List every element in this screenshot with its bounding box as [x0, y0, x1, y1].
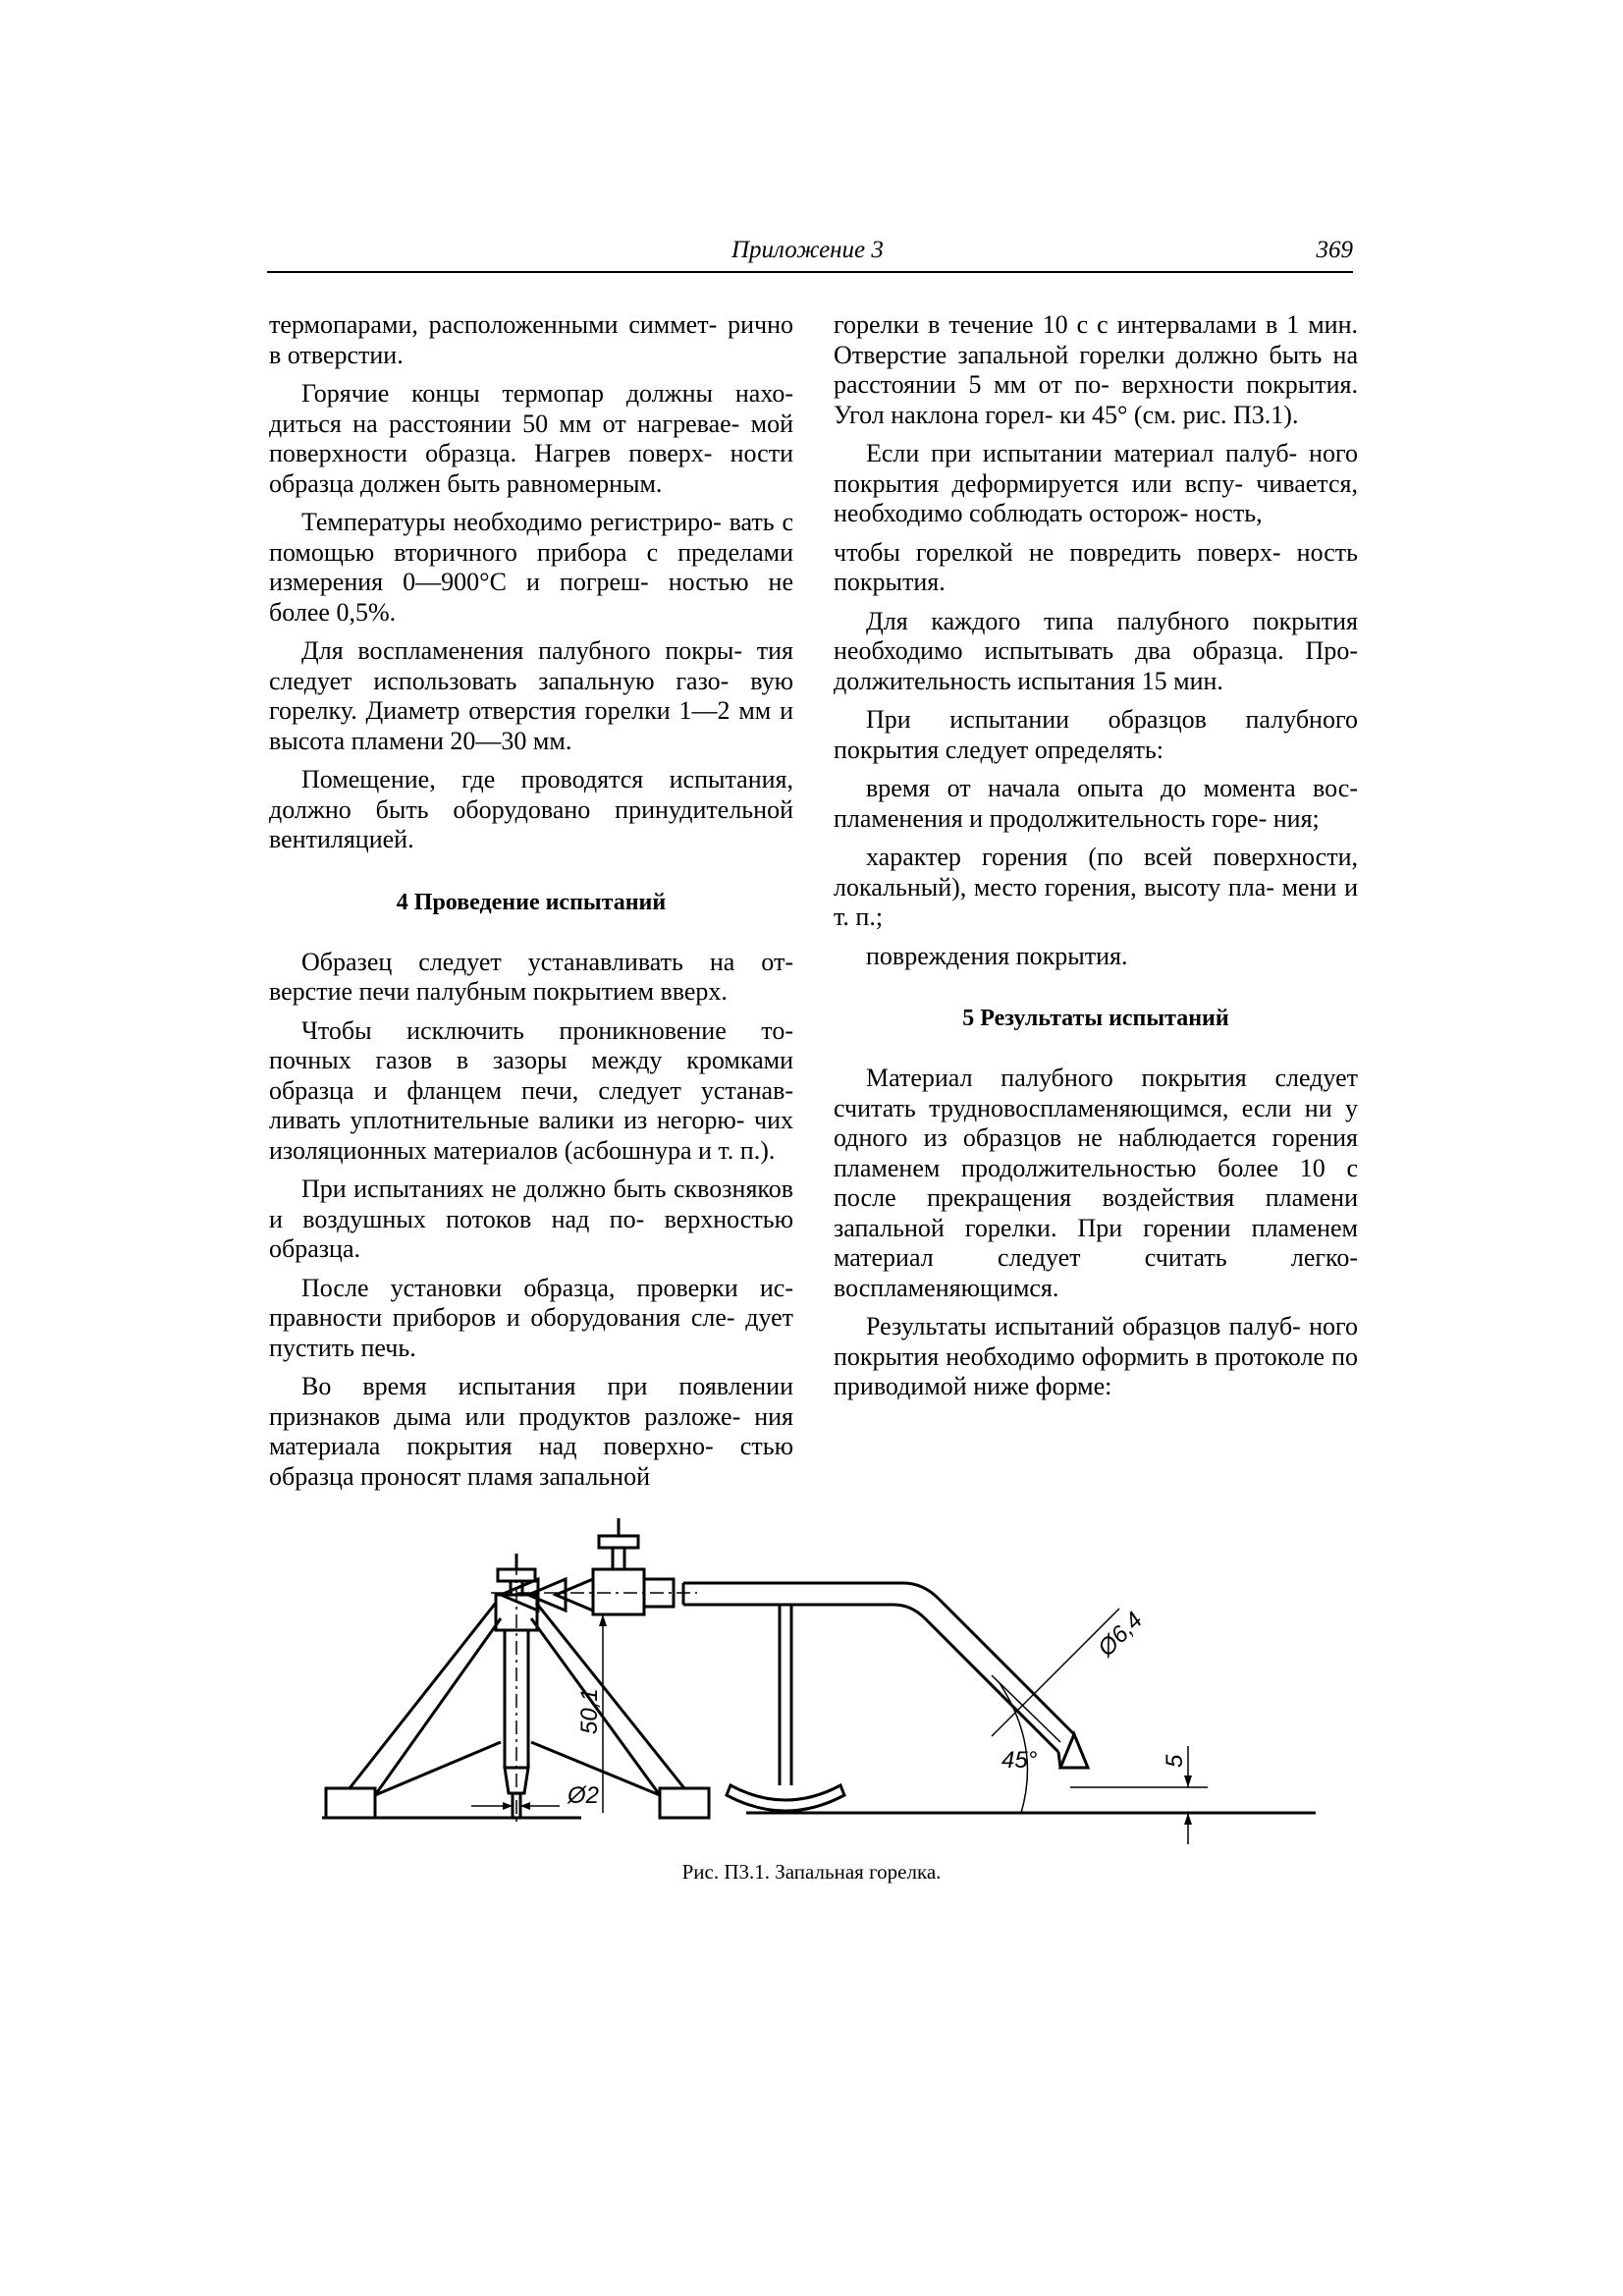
label-distance-5: 5	[1162, 1754, 1188, 1768]
burner-figure	[314, 1510, 1355, 1864]
support-foot	[727, 1785, 844, 1811]
paragraph: Чтобы исключить проникновение то- почных газов в зазоры между кромками образца и фланцем печи, следует устанав- ливать уплотнительные валики из негорю- чих изоляционных материалов (асбошнура и т. п.).	[269, 1015, 793, 1165]
paragraph: термопарами, расположенными симмет- рично в отверстии.	[269, 310, 793, 369]
paragraph: Для воспламенения палубного покры- тия следует использовать запальную газо- вую горелку. Диаметр отверстия горелки 1—2 мм и высота пламени 20—30 мм.	[269, 636, 793, 755]
figure-caption: Рис. П3.1. Запальная горелка.	[681, 1860, 942, 1884]
leg	[536, 1603, 684, 1788]
paragraph: Результаты испытаний образцов палуб- ного покрытия необходимо оформить в протоколе по приводимой ниже форме:	[834, 1312, 1358, 1400]
paragraph: Горячие концы термопар должны нахо- диться на расстоянии 50 мм от нагревае- мой поверхности образца. Нагрев поверх- ности образца должен быть равномерным.	[269, 379, 793, 498]
running-title: Приложение 3	[731, 237, 884, 263]
label-diameter-2: Ø2	[568, 1782, 600, 1809]
page-number: 369	[1316, 237, 1353, 263]
tube-tip	[1060, 1734, 1088, 1768]
paragraph: характер горения (по всей поверхности, локальный), место горения, высоту пла- мени и т. п.;	[834, 843, 1358, 931]
page-header	[267, 236, 1353, 273]
paragraph: Во время испытания при появлении признаков дыма или продуктов разложе- ния материала покрытия над поверхно- стью образца проносят пламя запальной	[269, 1372, 793, 1491]
tube-bottom	[683, 1605, 1058, 1752]
left-foot	[326, 1788, 375, 1818]
label-angle-45: 45°	[1001, 1747, 1038, 1774]
valve-knob-right	[599, 1536, 638, 1548]
paragraph: При испытаниях не должно быть сквозняков и воздушных потоков над по- верхностью образца.	[269, 1175, 793, 1263]
paragraph: чтобы горелкой не повредить поверх- ность покрытия.	[834, 537, 1358, 596]
right-foot	[660, 1788, 709, 1818]
left-column	[269, 310, 793, 1501]
paragraph: повреждения покрытия.	[866, 941, 1128, 970]
right-column	[834, 310, 1358, 1411]
valve-body	[593, 1569, 644, 1614]
paragraph: При испытании образцов палубного покрытия следует определять:	[834, 705, 1358, 764]
label-height-50-1: 50,1	[576, 1688, 603, 1734]
paragraph: время от начала опыта до момента вос- пламенения и продолжительность горе- ния;	[834, 774, 1358, 833]
paragraph: Если при испытании материал палуб- ного покрытия деформируется или вспу- чивается, необходимо соблюдать осторож- ность,	[834, 439, 1358, 527]
section-heading-5: 5 Результаты испытаний	[962, 1006, 1229, 1031]
paragraph: Для каждого типа палубного покрытия необходимо испытывать два образца. Про- должительность испытания 15 мин.	[834, 606, 1358, 695]
paragraph: горелки в течение 10 с с интервалами в 1 мин. Отверстие запальной горелки должно быть на расстоянии 5 мм от по- верхности покрытия. Угол наклона горел- ки 45° (см. рис. П3.1).	[834, 310, 1358, 429]
paragraph: Помещение, где проводятся испытания, должно быть оборудовано принудительной вентиляцией.	[269, 765, 793, 853]
paragraph: Образец следует устанавливать на от- верстие печи палубным покрытием вверх.	[269, 947, 793, 1006]
paragraph: Температуры необходимо регистриро- вать с помощью вторичного прибора с пределами измерения 0—900°С и погреш- ностью не более 0,5%.	[269, 508, 793, 627]
burner-drawing	[314, 1510, 1355, 1864]
leg	[350, 1603, 496, 1788]
paragraph: Материал палубного покрытия следует считать трудновоспламеняющимся, если ни у одного из образцов не наблюдается горения пламенем продолжительностью более 10 с после прекращения воздействия пламени запальной горелки. При горении пламенем материал следует считать легко- воспламеняющимся.	[834, 1064, 1358, 1302]
section-heading-4: 4 Проведение испытаний	[396, 889, 667, 915]
paragraph: После установки образца, проверки ис- правности приборов и оборудования сле- дует пустить печь.	[269, 1273, 793, 1362]
label-diameter-6-4: Ø6,4	[1093, 1607, 1149, 1663]
